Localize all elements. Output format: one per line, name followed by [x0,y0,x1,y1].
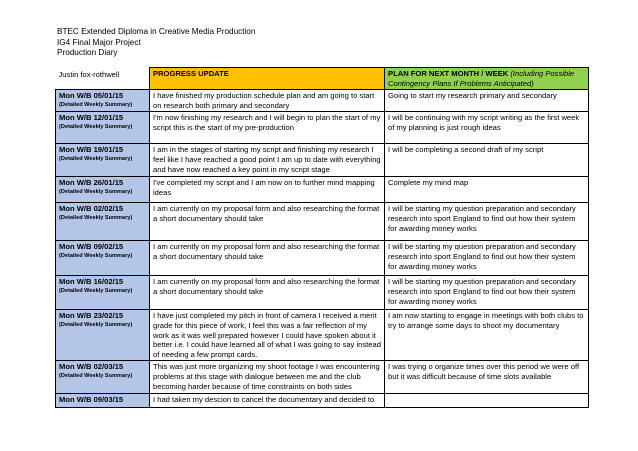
document-header [57,27,255,59]
project-title: IG4 Final Major Project [57,37,141,47]
progress-cell: I am currently on my proposal form and also researching the format a short documentary should take [150,241,385,276]
course-title: BTEC Extended Diploma in Creative Media Production [57,27,256,36]
week-summary-label: (Detailed Weekly Summary) [59,252,133,259]
week-summary-label: (Detailed Weekly Summary) [59,321,133,328]
week-cell [56,144,150,177]
week-summary-label: (Detailed Weekly Summary) [59,287,133,294]
week-cell [56,241,150,276]
plan-header-note: (Including Possible Contingency Plans If Problems Anticipated) [388,69,575,88]
progress-cell: I've completed my script and I am now on to further mind mapping ideas [150,177,385,203]
table-row [56,90,589,112]
week-label: Mon W/B 09/03/15 [59,395,124,405]
week-label: Mon W/B 16/02/15 [59,277,124,287]
progress-update-header: PROGRESS UPDATE [150,68,385,90]
week-label: Mon W/B 05/01/15 [59,91,124,101]
progress-cell: I have finished my production schedule plan and am going to start on research both primary and secondary [150,90,385,112]
student-name: Justin fox-rothwell [58,69,120,79]
table-row [56,144,589,177]
week-label: Mon W/B 26/01/15 [59,178,124,188]
progress-cell: This was just more organizing my shoot footage I was encountering problems at this stage with dialogue between me and the club becoming harder because of time constraints on both sides [150,361,385,394]
plan-cell: I will be starting my question preparation and secondary research into sport England to find out how their system for awarding money works [385,203,589,241]
week-cell [56,203,150,241]
progress-cell: I'm now finishing my research and I will begin to plan the start of my script this is the start of my pre-production [150,112,385,144]
week-cell [56,361,150,394]
progress-cell: I am currently on my proposal form and also researching the format a short documentary should take [150,203,385,241]
table-row [56,394,589,408]
week-summary-label: (Detailed Weekly Summary) [59,214,133,221]
progress-cell: I am in the stages of starting my script and finishing my research I feel like I have reached a good point I am up to date with everything and have now reached a key point in my script stage [150,144,385,177]
table-row [56,276,589,310]
table-row [56,177,589,203]
week-label: Mon W/B 09/02/15 [59,242,124,252]
plan-cell: I was trying o organize times over this period we were off but it was difficult because of time slots available [385,361,589,394]
week-cell [56,276,150,310]
production-diary-table [55,67,589,408]
plan-cell [385,394,589,408]
week-cell [56,90,150,112]
week-label: Mon W/B 23/02/15 [59,311,124,321]
week-summary-label: (Detailed Weekly Summary) [59,155,133,162]
week-cell [56,177,150,203]
table-header-row [56,68,589,90]
table-row [56,310,589,361]
table-row [56,112,589,144]
table-row [56,361,589,394]
week-summary-label: (Detailed Weekly Summary) [59,372,133,379]
progress-cell: I am currently on my proposal form and also researching the format a short documentary should take [150,276,385,310]
week-label: Mon W/B 19/01/15 [59,145,124,155]
week-cell [56,394,150,408]
table-row [56,241,589,276]
plan-cell: I will be starting my question preparation and secondary research into sport England to find out how their system for awarding money works [385,241,589,276]
week-summary-label: (Detailed Weekly Summary) [59,101,133,108]
week-summary-label: (Detailed Weekly Summary) [59,123,133,130]
plan-cell: Complete my mind map [385,177,589,203]
week-cell [56,112,150,144]
plan-cell: I am now starting to engage in meetings with both clubs to try to arrange some days to shoot my documentary [385,310,589,361]
progress-cell: I had taken my descion to cancel the documentary and decided to [150,394,385,408]
progress-cell: I have just completed my pitch in front of camera I received a merit grade for this piece of work, I feel this was a fair reflection of my work as it was well prepared however I could have spoken about it better i.e. I could have learned all of what I was going to say instead of needing a few prompt cards. [150,310,385,361]
plan-cell: Going to start my research primary and secondary [385,90,589,112]
plan-cell: I will be starting my question preparation and secondary research into sport England to find out how their system for awarding money works [385,276,589,310]
week-label: Mon W/B 02/02/15 [59,204,124,214]
week-cell [56,310,150,361]
plan-header [385,68,589,90]
week-label: Mon W/B 12/01/15 [59,113,124,123]
week-label: Mon W/B 02/03/15 [59,362,124,372]
plan-cell: I will be continuing with my script writing as the first week of my planning is just rough ideas [385,112,589,144]
plan-cell: I will be completing a second draft of my script [385,144,589,177]
plan-header-label: PLAN FOR NEXT MONTH / WEEK [388,69,509,78]
diary-title: Production Diary [57,48,118,58]
week-summary-label: (Detailed Weekly Summary) [59,188,133,195]
table-row [56,203,589,241]
